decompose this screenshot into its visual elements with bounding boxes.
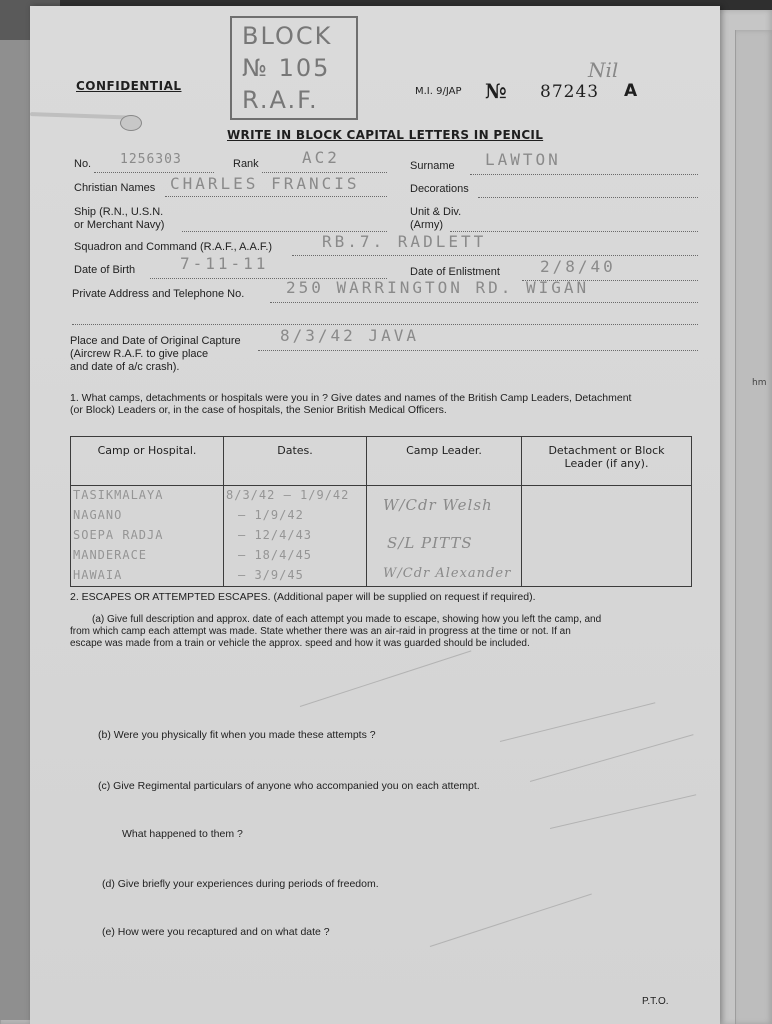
question-2b: (b) Were you physically fit when you made these attempts ? <box>98 729 376 741</box>
number-symbol: № <box>485 79 507 103</box>
no-value: 1256303 <box>120 152 182 167</box>
enlistment-label: Date of Enlistment <box>410 266 500 278</box>
surname-value: LAWTON <box>485 150 561 169</box>
question-1: 1. What camps, detachments or hospitals were you in ? Give dates and names of the British Camp Leaders, Detachment <box>70 392 632 404</box>
binder-spine <box>0 20 30 1020</box>
capture-value: 8/3/42 JAVA <box>280 326 419 345</box>
leader-cell <box>367 486 522 587</box>
detachment-header-line-1: Detachment or Block <box>548 444 665 457</box>
dates-cell <box>224 486 367 587</box>
pencil-stroke <box>500 702 655 742</box>
address-value: 250 WARRINGTON RD. WIGAN <box>286 278 590 297</box>
decorations-line <box>478 197 698 198</box>
address-label: Private Address and Telephone No. <box>72 288 245 300</box>
pencil-stroke <box>530 734 694 782</box>
pencil-stroke <box>430 893 592 946</box>
unit-label-2: (Army) <box>410 219 443 231</box>
capture-label-2: (Aircrew R.A.F. to give place <box>70 348 209 360</box>
leader-entry: W/Cdr Alexander <box>383 566 512 581</box>
stamp-line-2: № 105 <box>242 54 331 82</box>
date-entry: — 12/4/43 <box>238 528 313 542</box>
detachment-cell <box>522 486 692 587</box>
dob-value: 7-11-11 <box>180 254 269 273</box>
date-entry: — 3/9/45 <box>238 568 304 582</box>
dates-header: Dates. <box>224 437 367 486</box>
form-instruction: WRITE IN BLOCK CAPITAL LETTERS IN PENCIL <box>227 128 544 142</box>
mi-reference: M.I. 9/JAP <box>415 86 462 97</box>
ship-label: Ship (R.N., U.S.N. <box>74 206 164 218</box>
unit-label: Unit & Div. <box>410 206 462 218</box>
ship-label-2: or Merchant Navy) <box>74 219 165 231</box>
question-2a-line-3: escape was made from a train or vehicle the approx. speed and how it was guarded should be included. <box>70 638 530 649</box>
date-entry: 8/3/42 — 1/9/42 <box>226 488 350 502</box>
rank-line <box>262 172 387 173</box>
camp-entry: TASIKMALAYA <box>73 488 164 502</box>
table-header-row <box>71 437 692 486</box>
detachment-header <box>522 437 692 486</box>
question-2a-line-2: from which camp each attempt was made. State whether there was an air-raid in progress at the time or not. If an <box>70 626 571 637</box>
unit-line <box>450 231 698 232</box>
camps-table <box>70 436 692 587</box>
date-entry: — 18/4/45 <box>238 548 313 562</box>
christian-names-label: Christian Names <box>74 182 156 194</box>
camp-cell <box>71 486 224 587</box>
detachment-header-line-2: Leader (if any). <box>564 457 649 470</box>
tie-knot <box>120 115 142 131</box>
serial-number: 87243 <box>540 82 600 102</box>
leader-entry: W/Cdr Welsh <box>383 496 493 514</box>
decorations-label: Decorations <box>410 183 469 195</box>
stamp-line-1: BLOCK <box>242 22 333 50</box>
leader-header: Camp Leader. <box>367 437 522 486</box>
camp-entry: HAWAIA <box>73 568 123 582</box>
capture-label: Place and Date of Original Capture <box>70 335 241 347</box>
dob-label: Date of Birth <box>74 264 136 276</box>
pencil-stroke <box>550 794 696 829</box>
camp-entry: NAGANO <box>73 508 123 522</box>
block-stamp <box>230 16 358 120</box>
question-2e: (e) How were you recaptured and on what date ? <box>102 926 330 938</box>
form-page <box>30 6 720 1024</box>
stacked-paper <box>735 30 772 1024</box>
handwritten-annotation: Nil <box>588 58 619 82</box>
address-line <box>270 302 698 303</box>
confidential-label: CONFIDENTIAL <box>76 79 182 93</box>
edge-text: hm <box>752 378 767 388</box>
address-line-2 <box>72 324 698 325</box>
no-line <box>94 172 214 173</box>
christian-names-line <box>165 196 387 197</box>
stamp-line-3: R.A.F. <box>242 86 319 114</box>
question-2d: (d) Give briefly your experiences during periods of freedom. <box>102 878 379 890</box>
rank-value: AC2 <box>302 148 340 167</box>
squadron-label: Squadron and Command (R.A.F., A.A.F.) <box>74 241 273 253</box>
rank-label: Rank <box>233 158 259 170</box>
table-row <box>71 486 692 587</box>
serial-suffix: A <box>624 81 638 101</box>
surname-line <box>470 174 698 175</box>
question-2-title: 2. ESCAPES OR ATTEMPTED ESCAPES. (Additional paper will be supplied on request if required). <box>70 591 536 603</box>
question-1-line-2: (or Block) Leaders or, in the case of hospitals, the Senior British Medical Officers. <box>70 404 447 416</box>
leader-entry: S/L PITTS <box>387 534 473 552</box>
camp-header: Camp or Hospital. <box>71 437 224 486</box>
question-2c: (c) Give Regimental particulars of anyone who accompanied you on each attempt. <box>98 780 480 792</box>
squadron-line <box>292 255 698 256</box>
question-2a-line-1: (a) Give full description and approx. date of each attempt you made to escape, showing how you left the camp, and <box>92 614 602 625</box>
capture-label-3: and date of a/c crash). <box>70 361 180 373</box>
camp-entry: MANDERACE <box>73 548 148 562</box>
capture-line <box>258 350 698 351</box>
no-label: No. <box>74 158 92 170</box>
camp-entry: SOEPA RADJA <box>73 528 164 542</box>
pencil-stroke <box>300 650 471 707</box>
christian-names-value: CHARLES FRANCIS <box>170 174 360 193</box>
surname-label: Surname <box>410 160 455 172</box>
squadron-value: RB.7. RADLETT <box>322 232 487 251</box>
question-2c-followup: What happened to them ? <box>122 828 243 840</box>
enlistment-value: 2/8/40 <box>540 257 616 276</box>
date-entry: — 1/9/42 <box>238 508 304 522</box>
pto-label: P.T.O. <box>642 996 669 1007</box>
